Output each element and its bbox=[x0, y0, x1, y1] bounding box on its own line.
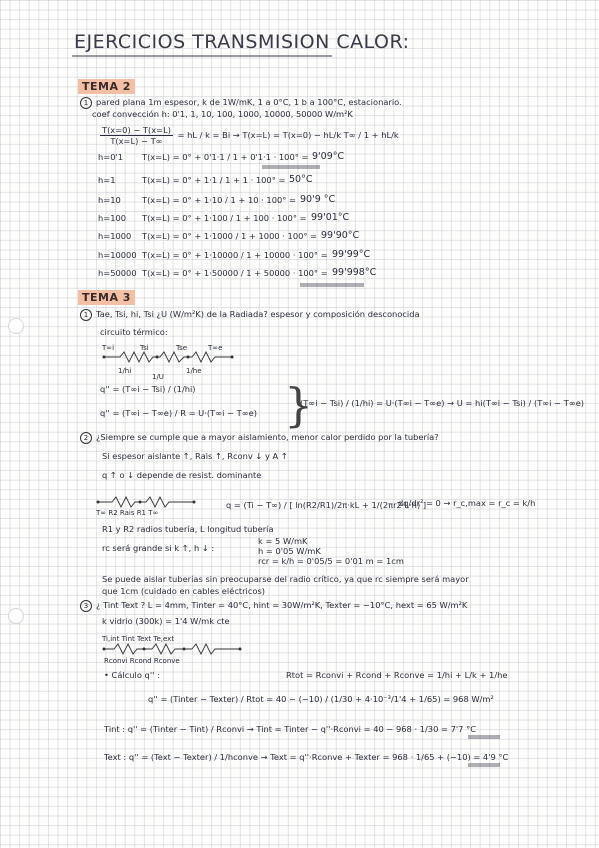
question-number: 3 bbox=[80, 600, 92, 612]
row-expression: T(x=L) = 0° + 1·1000 / 1 + 1000 · 100° = bbox=[142, 231, 318, 241]
question-text: Tae, Tsi, hi, Tsi ¿U (W/m²K) de la Radiada? espesor y composición desconocida bbox=[96, 309, 420, 319]
q2-note-a: Si espesor aislante ↑, Rais ↑, Rconv ↓ y A ↑ bbox=[102, 451, 288, 461]
question-number: 2 bbox=[80, 432, 92, 444]
heat-flux-eq-1: q'' = (T∞i − Tsi) / (1/hi) bbox=[100, 384, 196, 394]
problem-text: pared plana 1m espesor, k de 1W/mK, 1 a 0°C, 1 b a 100°C, estacionario. bbox=[96, 97, 402, 107]
row-expression: T(x=L) = 0° + 1·100 / 1 + 100 · 100° = bbox=[142, 213, 307, 223]
q2-equation: q = (Ti − T∞) / [ ln(R2/R1)/2π·kL + 1/(2πr2·L·h) ] bbox=[226, 500, 427, 510]
circuit-node-4: T∞e bbox=[208, 344, 223, 352]
q2-note-c: R1 y R2 radios tubería, L longitud tubería bbox=[102, 524, 274, 534]
problem-1-coefficients: coef convección h: 0'1, 1, 10, 100, 1000, 10000, 50000 W/m²K bbox=[92, 109, 353, 119]
question-text: ¿Siempre se cumple que a mayor aislamiento, menor calor perdido por la tubería? bbox=[96, 432, 439, 442]
row-expression: T(x=L) = 0° + 1·10000 / 1 + 10000 · 100° = bbox=[142, 250, 328, 260]
row-expression: T(x=L) = 0° + 1·10 / 1 + 10 · 100° = bbox=[142, 195, 296, 205]
row-expression: T(x=L) = 0° + 1·1 / 1 + 1 · 100° = bbox=[142, 175, 286, 185]
row-h-value: h=10 bbox=[98, 195, 121, 205]
question-text: ¿ Tint Text ? L = 4mm, Tinter = 40°C, hint = 30W/m²K, Texter = −10°C, hext = 65 W/m²K bbox=[96, 600, 468, 610]
q2-note-b: q ↑ o ↓ depende de resist. dominante bbox=[102, 470, 262, 480]
row-result: 99'01°C bbox=[311, 212, 350, 223]
q2-note-d: rc será grande si k ↑, h ↓ : bbox=[102, 543, 215, 553]
section-label-tema2: TEMA 2 bbox=[78, 79, 135, 94]
row-h-value: h=100 bbox=[98, 213, 127, 223]
row-h-value: h=0'1 bbox=[98, 152, 124, 162]
row-h-value: h=1 bbox=[98, 175, 116, 185]
q2-value-rcr: rcr = k/h = 0'05/5 = 0'01 m = 1cm bbox=[258, 556, 404, 566]
circuit-resistance-1: 1/hi bbox=[118, 367, 132, 375]
formula-denominator: T(x=L) − T∞ bbox=[110, 136, 163, 146]
row-expression: T(x=L) = 0° + 0'1·1 / 1 + 0'1·1 · 100° = bbox=[142, 152, 309, 162]
q3-text: Text : q'' = (Text − Texter) / 1/hconve → Text = q''·Rconve + Texter = 968 · 1/65 + (−10) = 4'9 °C bbox=[104, 752, 509, 762]
formula-numerator: T(x=0) − T(x=L) bbox=[102, 125, 171, 135]
circuit-resistance-2: 1/U bbox=[152, 373, 164, 381]
circuit-label: circuito térmico: bbox=[100, 327, 168, 337]
brace: } bbox=[284, 378, 314, 432]
q3-circuit-nodes: Ti,int Tint Text Te,ext bbox=[102, 635, 175, 643]
q2-conclusion-1: Se puede aislar tuberías sin preocuparse del radio crítico, ya que rc siempre será mayor bbox=[102, 574, 469, 584]
circuit-node-3: Tse bbox=[176, 344, 188, 352]
q3-calc-label: • Cálculo q'' : bbox=[104, 670, 160, 680]
circuit-resistance-3: 1/he bbox=[186, 367, 202, 375]
q2-value-h: h = 0'05 W/mK bbox=[258, 546, 321, 556]
row-result: 9'09°C bbox=[312, 151, 345, 162]
circuit-node-1: T∞i bbox=[102, 344, 115, 352]
heat-flux-eq-3: (T∞i − Tsi) / (1/hi) = U·(T∞i − T∞e) → U = hi(T∞i − Tsi) / (T∞i − T∞e) bbox=[300, 398, 585, 408]
row-h-value: h=1000 bbox=[98, 231, 132, 241]
q3-rtot: Rtot = Rconvi + Rcond + Rconve = 1/hi + L/k + 1/he bbox=[286, 670, 508, 680]
row-result: 90'9 °C bbox=[300, 194, 336, 205]
problem-number: 1 bbox=[80, 97, 92, 109]
q2-value-k: k = 5 W/mK bbox=[258, 536, 308, 546]
q2-circuit-labels: T∞ R2 Rais R1 T∞ bbox=[96, 509, 159, 517]
q2-conclusion-2: que 1cm (cuidado en cables eléctricos) bbox=[102, 586, 266, 596]
question-number: 1 bbox=[80, 309, 92, 321]
q2-derivative: dq/dr² = 0 → r_c,max = r_c = k/h bbox=[398, 498, 536, 508]
row-result: 50°C bbox=[289, 174, 313, 185]
formula-rhs: = hL / k = Bi → T(x=L) = T(x=0) − hL/k T∞ / 1 + hL/k bbox=[177, 130, 399, 140]
q3-circuit-resistances: Rconvi Rcond Rconve bbox=[104, 657, 180, 665]
row-result: 99'99°C bbox=[332, 249, 371, 260]
q3-tint: Tint : q'' = (Tinter − Tint) / Rconvi → Tint = Tinter − q''·Rconvi = 40 − 968 · 1/30 = 7'7 °C bbox=[104, 724, 477, 734]
row-result: 99'998°C bbox=[332, 267, 377, 278]
row-result: 99'90°C bbox=[321, 230, 360, 241]
section-label-tema3: TEMA 3 bbox=[78, 290, 135, 305]
row-h-value: h=10000 bbox=[98, 250, 137, 260]
q3-heat-flux: q'' = (Tinter − Texter) / Rtot = 40 − (−10) / (1/30 + 4·10⁻³/1'4 + 1/65) = 968 W/m² bbox=[148, 694, 494, 704]
row-expression: T(x=L) = 0° + 1·50000 / 1 + 50000 · 100° = bbox=[142, 268, 328, 278]
page-title: EJERCICIOS TRANSMISION CALOR: bbox=[74, 31, 410, 53]
row-h-value: h=50000 bbox=[98, 268, 137, 278]
circuit-node-2: Tsi bbox=[140, 344, 149, 352]
heat-flux-eq-2: q'' = (T∞i − T∞e) / R = U·(T∞i − T∞e) bbox=[100, 408, 257, 418]
q3-conductivity: k vidrio (300k) = 1'4 W/mk cte bbox=[102, 616, 230, 626]
